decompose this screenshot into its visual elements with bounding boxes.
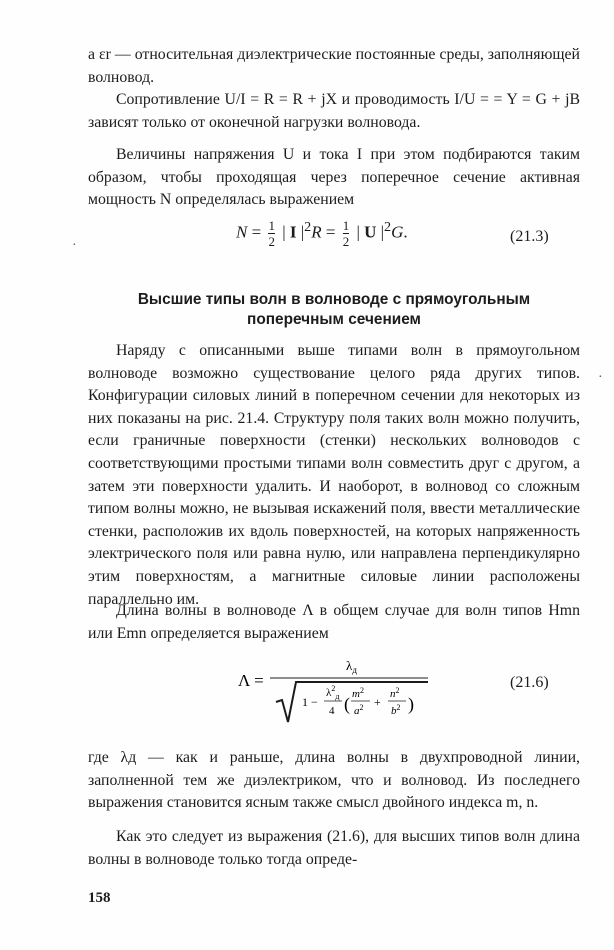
print-speck: ·: [72, 238, 77, 253]
svg-text:λ2д: $\lambda^2_д$: [326, 684, 340, 701]
svg-text:Λ =: Λ =: [238, 671, 264, 690]
paragraph-1: а εr — относительная диэлектрические постоянные среды, заполняющей волновод.: [88, 46, 580, 86]
wavelength-formula: [238, 656, 438, 726]
svg-text:b2: $b^2$: [391, 703, 401, 717]
svg-text:): ): [408, 694, 414, 714]
paragraph-5: Длина волны в волноводе Λ в общем случае для волн типов Hmn или Emn определяется выражением: [88, 602, 580, 642]
paragraph-4: Наряду с описанными выше типами волн в прямоугольном волноводе возможно существование целого ряда других типов. Конфигурации силовых линий в поперечном сечении для некоторых из них показаны на рис. 21.4. Структуру поля таких волн можно получить, если граничные поверхности (стенки) нескольких волноводов с соответствующими простыми типами волн совместить друг с другом, а затем эти поверхности удалить. И наоборот, в волновод со сложным типом волны можно, не вызывая искажений поля, ввести металлические стенки, расположив их вдоль поверхностей, на которых напряженность электрического поля или равна нулю, или направлена перпендикулярно этим поверхностям, а магнитные силовые линии расположены параллельно им.: [88, 342, 580, 608]
svg-text:a2: $a^2$: [354, 703, 364, 717]
page-number: 158: [88, 890, 111, 906]
section-heading: Высшие типы волн в волноводе с прямоугольным поперечным сечением: [137, 291, 531, 328]
svg-text:(: (: [344, 694, 350, 714]
paragraph-7: Как это следует из выражения (21.6), для высших типов волн длина волны в волноводе только тогда опреде-: [88, 828, 580, 868]
paragraph-2: Сопротивление U/I = R = R + jX и проводимость I/U = = Y = G + jB зависят только от оконечной нагрузки волновода.: [88, 91, 580, 131]
equation-21-3: N = $\frac{1}{2}$ | I $|^2R$ = $\frac{1}{2}$ | U $|^2G$.: [236, 218, 408, 249]
svg-text:4: 4: [329, 705, 335, 717]
svg-text:+: +: [374, 695, 381, 709]
paragraph-3: Величины напряжения U и тока I при этом подбираются таким образом, чтобы проходящая через поперечное сечение активная мощность N определялась выражением: [88, 146, 580, 209]
equation-number-21-6: (21.6): [510, 674, 549, 691]
svg-text:1 −: 1 −: [302, 695, 318, 709]
svg-text:n2: $n^2$: [390, 686, 400, 700]
equation-number-21-3: (21.3): [510, 228, 549, 245]
paragraph-6: где λд — как и раньше, длина волны в двухпроводной линии, заполненной тем же диэлектриком, что и волновод. Из последнего выражения становится ясным также смысл двойного индекса m, n.: [88, 749, 580, 812]
svg-text:m2: $m^2$: [352, 686, 364, 700]
equation-21-6: [238, 656, 438, 731]
print-speck: ·: [598, 370, 603, 385]
svg-text:λд: $\lambda_д$: [346, 658, 357, 675]
